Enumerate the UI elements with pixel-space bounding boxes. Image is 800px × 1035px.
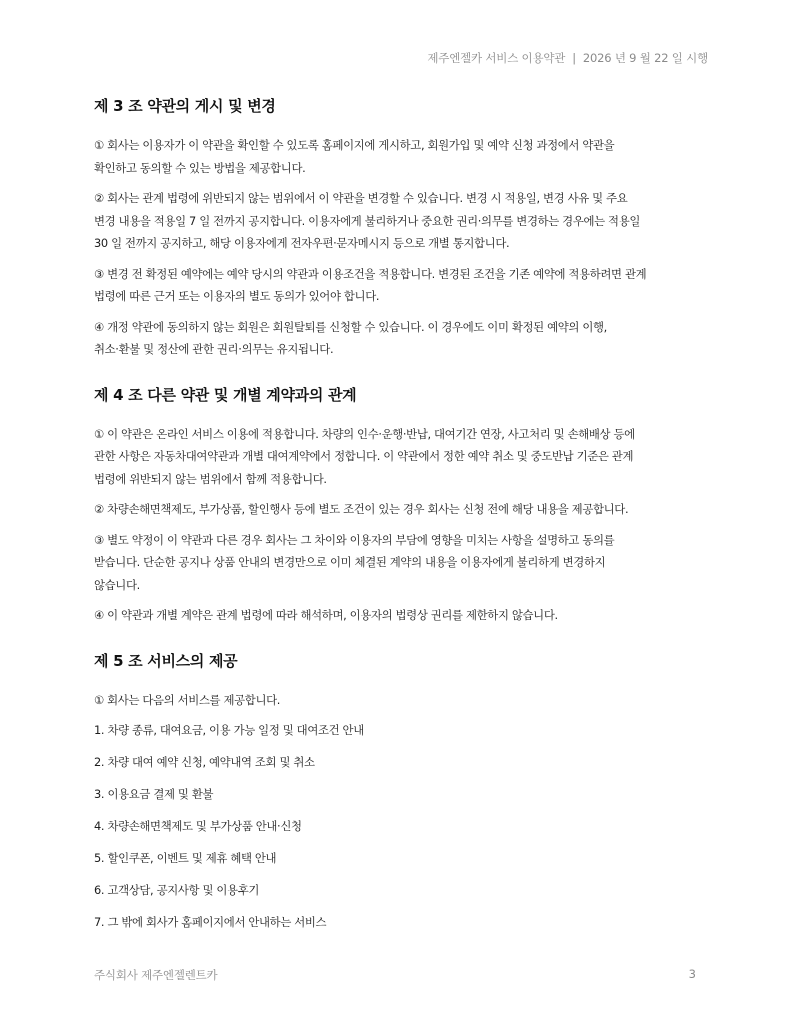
service-list-item: 5. 할인쿠폰, 이벤트 및 제휴 혜택 안내 [94, 851, 277, 865]
clause-line: ① 이 약관은 온라인 서비스 이용에 적용합니다. 차량의 인수·운행·반납, 대여기간 연장, 사고처리 및 손해배상 등에 [94, 426, 635, 441]
article-clause [94, 263, 714, 308]
effective-date: 2026 년 9 월 22 일 시행 [582, 51, 708, 65]
page-header [427, 50, 708, 66]
article-clause [94, 423, 714, 491]
service-list-item: 1. 차량 종류, 대여요금, 이용 가능 일정 및 대여조건 안내 [94, 723, 364, 737]
clause-line: ④ 개정 약관에 동의하지 않는 회원은 회원탈퇴를 신청할 수 있습니다. 이 경우에도 이미 확정된 예약의 이행, [94, 319, 607, 334]
clause-line: 변경 내용을 적용일 7 일 전까지 공지합니다. 이용자에게 불리하거나 중요한 권리·의무를 변경하는 경우에는 적용일 [94, 213, 641, 228]
article-section [94, 651, 714, 934]
clause-line: ③ 변경 전 확정된 예약에는 예약 당시의 약관과 이용조건을 적용합니다. 변경된 조건을 기존 예약에 적용하려면 관계 [94, 266, 647, 281]
article-clause [94, 498, 714, 521]
clause-line: 확인하고 동의할 수 있는 방법을 제공합니다. [94, 160, 306, 175]
clause-line: ① 회사는 이용자가 이 약관을 확인할 수 있도록 홈페이지에 게시하고, 회원가입 및 예약 신청 과정에서 약관을 [94, 138, 615, 152]
service-list-item: 6. 고객상담, 공지사항 및 이용후기 [94, 883, 260, 897]
document-title: 제주엔젤카 서비스 이용약관 [427, 51, 566, 65]
clause-line: 30 일 전까지 공지하고, 해당 이용자에게 전자우편·문자메시지 등으로 개별 통지합니다. [94, 236, 510, 250]
service-list-item: 3. 이용요금 결제 및 환불 [94, 787, 214, 801]
article-clause [94, 187, 714, 255]
article-title: 제 5 조 서비스의 제공 [94, 651, 238, 670]
article-clause [94, 316, 714, 361]
article-section [94, 96, 714, 361]
clause-line: ③ 별도 약정이 이 약관과 다른 경우 회사는 그 차이와 이용자의 부담에 영향을 미치는 사항을 설명하고 동의를 [94, 532, 615, 547]
header-separator: | [572, 51, 576, 65]
clause-line: 취소·환불 및 정산에 관한 권리·의무는 유지됩니다. [94, 342, 334, 356]
article-clause [94, 529, 714, 597]
clause-line: ④ 이 약관과 개별 계약은 관계 법령에 따라 해석하며, 이용자의 법령상 권리를 제한하지 않습니다. [94, 608, 558, 622]
clause-line: 받습니다. 단순한 공지나 상품 안내의 변경만으로 이미 체결된 계약의 내용을 이용자에게 불리하게 변경하지 [94, 555, 606, 569]
article-title: 제 4 조 다른 약관 및 개별 계약과의 관계 [94, 385, 357, 404]
article-clause [94, 134, 714, 179]
service-list-item: 2. 차량 대여 예약 신청, 예약내역 조회 및 취소 [94, 755, 315, 769]
article-clause [94, 689, 714, 712]
article-clause [94, 604, 714, 627]
service-list-item: 4. 차량손해면책제도 및 부가상품 안내·신청 [94, 819, 302, 833]
footer-company: 주식회사 제주엔젤렌트카 [94, 968, 218, 982]
clause-line: ② 회사는 관계 법령에 위반되지 않는 범위에서 이 약관을 변경할 수 있습니다. 변경 시 적용일, 변경 사유 및 주요 [94, 191, 628, 205]
clause-line: 관한 사항은 자동차대여약관과 개별 대여계약에서 정합니다. 이 약관에서 정한 예약 취소 및 중도반납 기준은 관계 [94, 449, 634, 463]
clause-line: 않습니다. [94, 577, 140, 592]
article-section [94, 385, 714, 627]
clause-line: ② 차량손해면책제도, 부가상품, 할인행사 등에 별도 조건이 있는 경우 회사는 신청 전에 해당 내용을 제공합니다. [94, 502, 629, 516]
article-title: 제 3 조 약관의 게시 및 변경 [94, 97, 276, 115]
clause-line: 법령에 위반되지 않는 범위에서 함께 적용합니다. [94, 471, 327, 486]
terms-content [94, 96, 714, 943]
clause-line: ① 회사는 다음의 서비스를 제공합니다. [94, 692, 281, 707]
page-number: 3 [688, 967, 696, 981]
service-list-item: 7. 그 밖에 회사가 홈페이지에서 안내하는 서비스 [94, 915, 327, 929]
clause-line: 법령에 따른 근거 또는 이용자의 별도 동의가 있어야 합니다. [94, 289, 380, 303]
